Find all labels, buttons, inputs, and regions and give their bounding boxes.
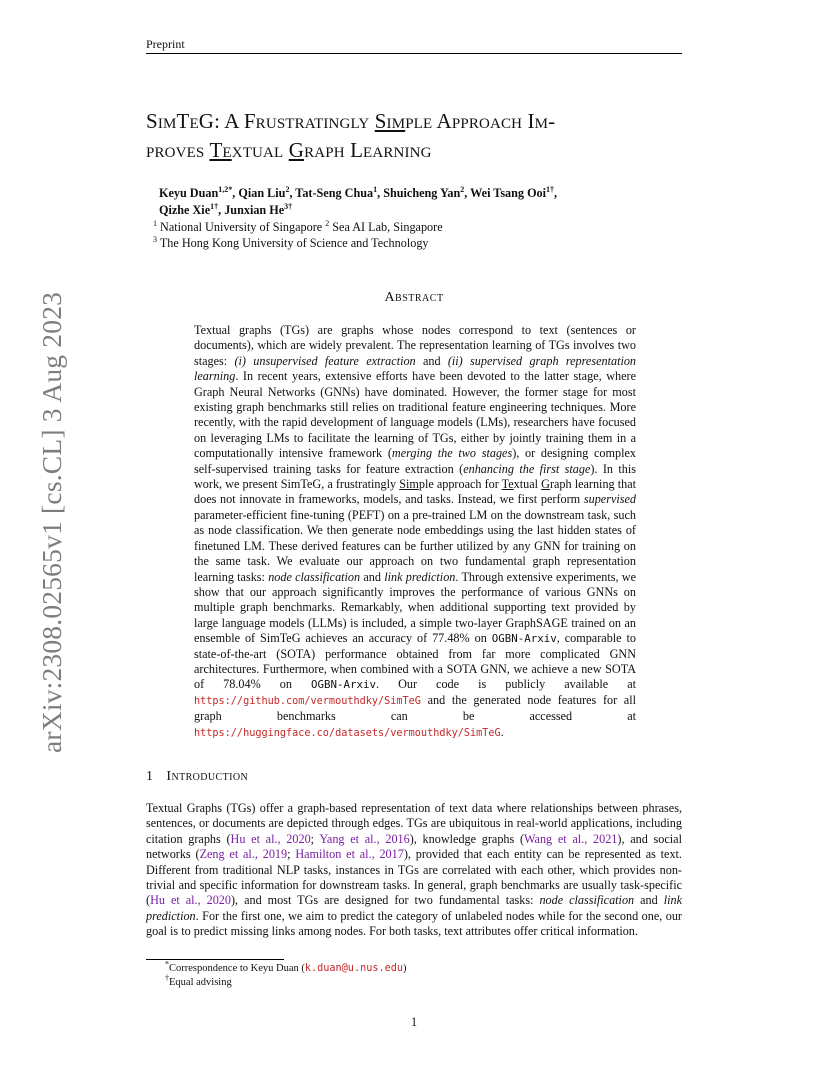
author-affil-mark: 1 [373,184,378,194]
abstract-text: . Through extensive experiments, we show that our approach significantly improves the performance of various GNNs on multiple graph benchmarks. Remarkably, when additional supporting text provided by large language models (LLMs) is included, a simple two-layer GraphSAGE trained on an ensemble of SimTeG achieves an accuracy of 77.48% on [194,569,637,646]
affil-text: National University of Singapore [157,220,326,234]
abstract-text: and [360,569,385,584]
abstract-emphasis: supervised [583,492,636,507]
arxiv-side-label: arXiv:2308.02565v1 [cs.CL] 3 Aug 2023 [36,291,67,753]
citation-link[interactable]: Zeng et al., 2019 [199,847,288,862]
affiliation-line-2 [153,236,623,251]
email-link[interactable]: k.duan@u.nus.edu [304,963,404,974]
author-name: , Qian Liu [232,186,286,200]
author-affil-mark: 1† [546,184,555,194]
author-name: , Shuicheng Yan [377,186,461,200]
abstract-text: . [500,724,504,739]
author-affil-mark: 1,2* [218,184,233,194]
author-affil-mark: 3† [284,201,293,211]
title-part: proves [146,138,210,162]
abstract-text: . In recent years, extensive efforts have been devoted to the latter stage, where Graph Neural Networks (GNNs) have dominated. However, the former stage for most existing graph benchmarks still relies on traditional feature engineering techniques. More recently, with the rapid development of language models (LMs), researchers have focused on leveraging LMs to facilitate the learning of TGs, either by jointly training them in a computationally intensive framework ( [194,369,636,461]
footnote-text: ) [403,963,407,974]
section-number: 1 [146,769,154,784]
affil-text: The Hong Kong University of Science and Technology [157,236,429,250]
citation-link[interactable]: Yang et al., 2016 [319,831,410,846]
abstract-math: (i) [234,353,246,368]
abstract-text: parameter-efficient fine-tuning (PEFT) on a pre-trained LM on the downstream task, such as node classification. We then generate node embeddings using the last hidden states of finetuned LM. These derived features can be further utilized by any GNN for training on the same task. We evaluate our approach on two fundamental graph representation learning tasks: [194,507,636,584]
intro-text: ; [310,831,320,846]
abstract-underline: G [541,477,550,492]
title-underline-g: G [288,138,305,162]
paper-title [146,107,691,165]
citation-link[interactable]: Hamilton et al., 2017 [295,847,404,862]
title-underline-te: Te [209,138,232,162]
abstract-emphasis: unsupervised feature extraction [253,353,416,368]
author-name: Keyu Duan [159,186,219,200]
affil-mark: 1 [153,218,157,228]
section-heading [146,769,248,785]
affil-mark: 3 [153,234,157,244]
dataset-name: OGBN-Arxiv [491,632,557,646]
title-part: raph Learning [304,138,432,162]
author-name: , Tat-Seng Chua [289,186,374,200]
abstract-text: . Our code is publicly available at [376,677,636,692]
intro-text: ), knowledge graphs ( [409,831,525,846]
abstract-emphasis: supervised graph representation learning [194,353,637,384]
affil-text: Sea AI Lab, Singapore [329,220,443,234]
title-underline-sim: Sim [374,109,406,133]
abstract-text: , comparable to state-of-the-art (SOTA) performance obtained from far more complicated GNN architectures. Furthermore, when combined with a SOTA GNN, we achieve a new SOTA of 78.04% on [194,631,636,692]
abstract-body [194,323,636,741]
author-list [159,185,629,218]
abstract-text: ), or designing complex self-supervised training tasks for feature extraction ( [194,446,636,476]
affiliation-line-1 [153,220,623,235]
abstract-text: ple approach for [418,477,502,492]
author-affil-mark: 2 [460,184,465,194]
title-part: ple Approach Im- [405,109,556,133]
abstract-text: ). In this work, we present SimTeG, a frustratingly [194,461,637,492]
abstract-text: xtual [513,477,542,492]
citation-link[interactable]: Hu et al., 2020 [150,893,231,908]
intro-text: and [634,893,664,908]
title-part: xtual [231,138,289,162]
abstract-underline: Te [501,477,514,492]
intro-text: Textual Graphs (TGs) offer a graph-based representation of text data where relationships between phrases, sentences, or documents are depicted through edges. TGs are ubiquitous in real-world applications, including citation graphs ( [146,801,682,846]
abstract-emphasis: link prediction [384,569,456,584]
affil-mark: 2 [325,218,330,228]
dataset-name: OGBN-Arxiv [310,678,376,692]
title-part: SimTeG: A Frustratingly [146,109,375,133]
page-number: 1 [410,1015,418,1029]
running-header: Preprint [146,37,185,51]
abstract-text: Textual graphs (TGs) are graphs whose nodes correspond to text (sentences or documents), which are widely prevalent. The representation learning of TGs involves two stages: [194,323,636,368]
author-name: Qizhe Xie [159,202,211,217]
footnote-text: Correspondence to Keyu Duan ( [169,963,305,974]
section-title: Introduction [166,769,249,784]
abstract-emphasis: enhancing the first stage [463,461,591,476]
footnote-correspondence [165,959,407,974]
intro-paragraph [146,801,682,940]
author-separator: , [554,186,558,200]
abstract-heading: Abstract [384,290,444,305]
intro-emphasis: link prediction [146,893,682,923]
abstract-math: (ii) [447,353,463,368]
abstract-text: raph learning that does not innovate in frameworks, models, and tasks. Instead, we first perform [194,477,636,507]
citation-link[interactable]: Hu et al., 2020 [230,831,311,846]
author-affil-mark: 1† [210,201,219,211]
citation-link[interactable]: Wang et al., 2021 [524,831,618,846]
abstract-emphasis: merging the two stages [391,446,513,461]
abstract-text: and the generated node features for all graph benchmarks can be accessed at [194,692,636,724]
footnote-mark: * [165,959,169,969]
author-name: , Junxian He [218,202,285,217]
footnote-mark: † [165,973,169,983]
intro-text: ), provided that each entity can be represented as text. Different from traditional NLP tasks, instances in TGs are correlated with each other, which provides non-trivial and specific information for downstream tasks. In general, graph benchmarks are usually task-specific ( [146,847,682,908]
abstract-emphasis: node classification [268,569,361,584]
intro-text: ), and most TGs are designed for two fundamental tasks: [231,893,540,908]
intro-text: ), and social networks ( [146,831,682,862]
header-rule [146,53,682,54]
intro-text: ; [287,847,296,862]
intro-emphasis: node classification [539,893,635,908]
intro-text: . For the first one, we aim to predict the category of unlabeled nodes while for the second one, our goal is to predict missing links among nodes. For both tasks, text attributes offer critical information. [146,908,682,939]
author-name: , Wei Tsang Ooi [464,186,547,200]
footnote-text: Equal advising [169,977,232,988]
abstract-text [463,354,470,368]
abstract-text: and [415,353,448,368]
huggingface-link[interactable]: https://huggingface.co/datasets/vermouthdky/SimTeG [194,727,501,739]
author-affil-mark: 2 [285,184,290,194]
abstract-underline: Sim [399,477,419,492]
github-link[interactable]: https://github.com/vermouthdky/SimTeG [194,695,421,707]
footnote-equal-advising [165,973,232,988]
